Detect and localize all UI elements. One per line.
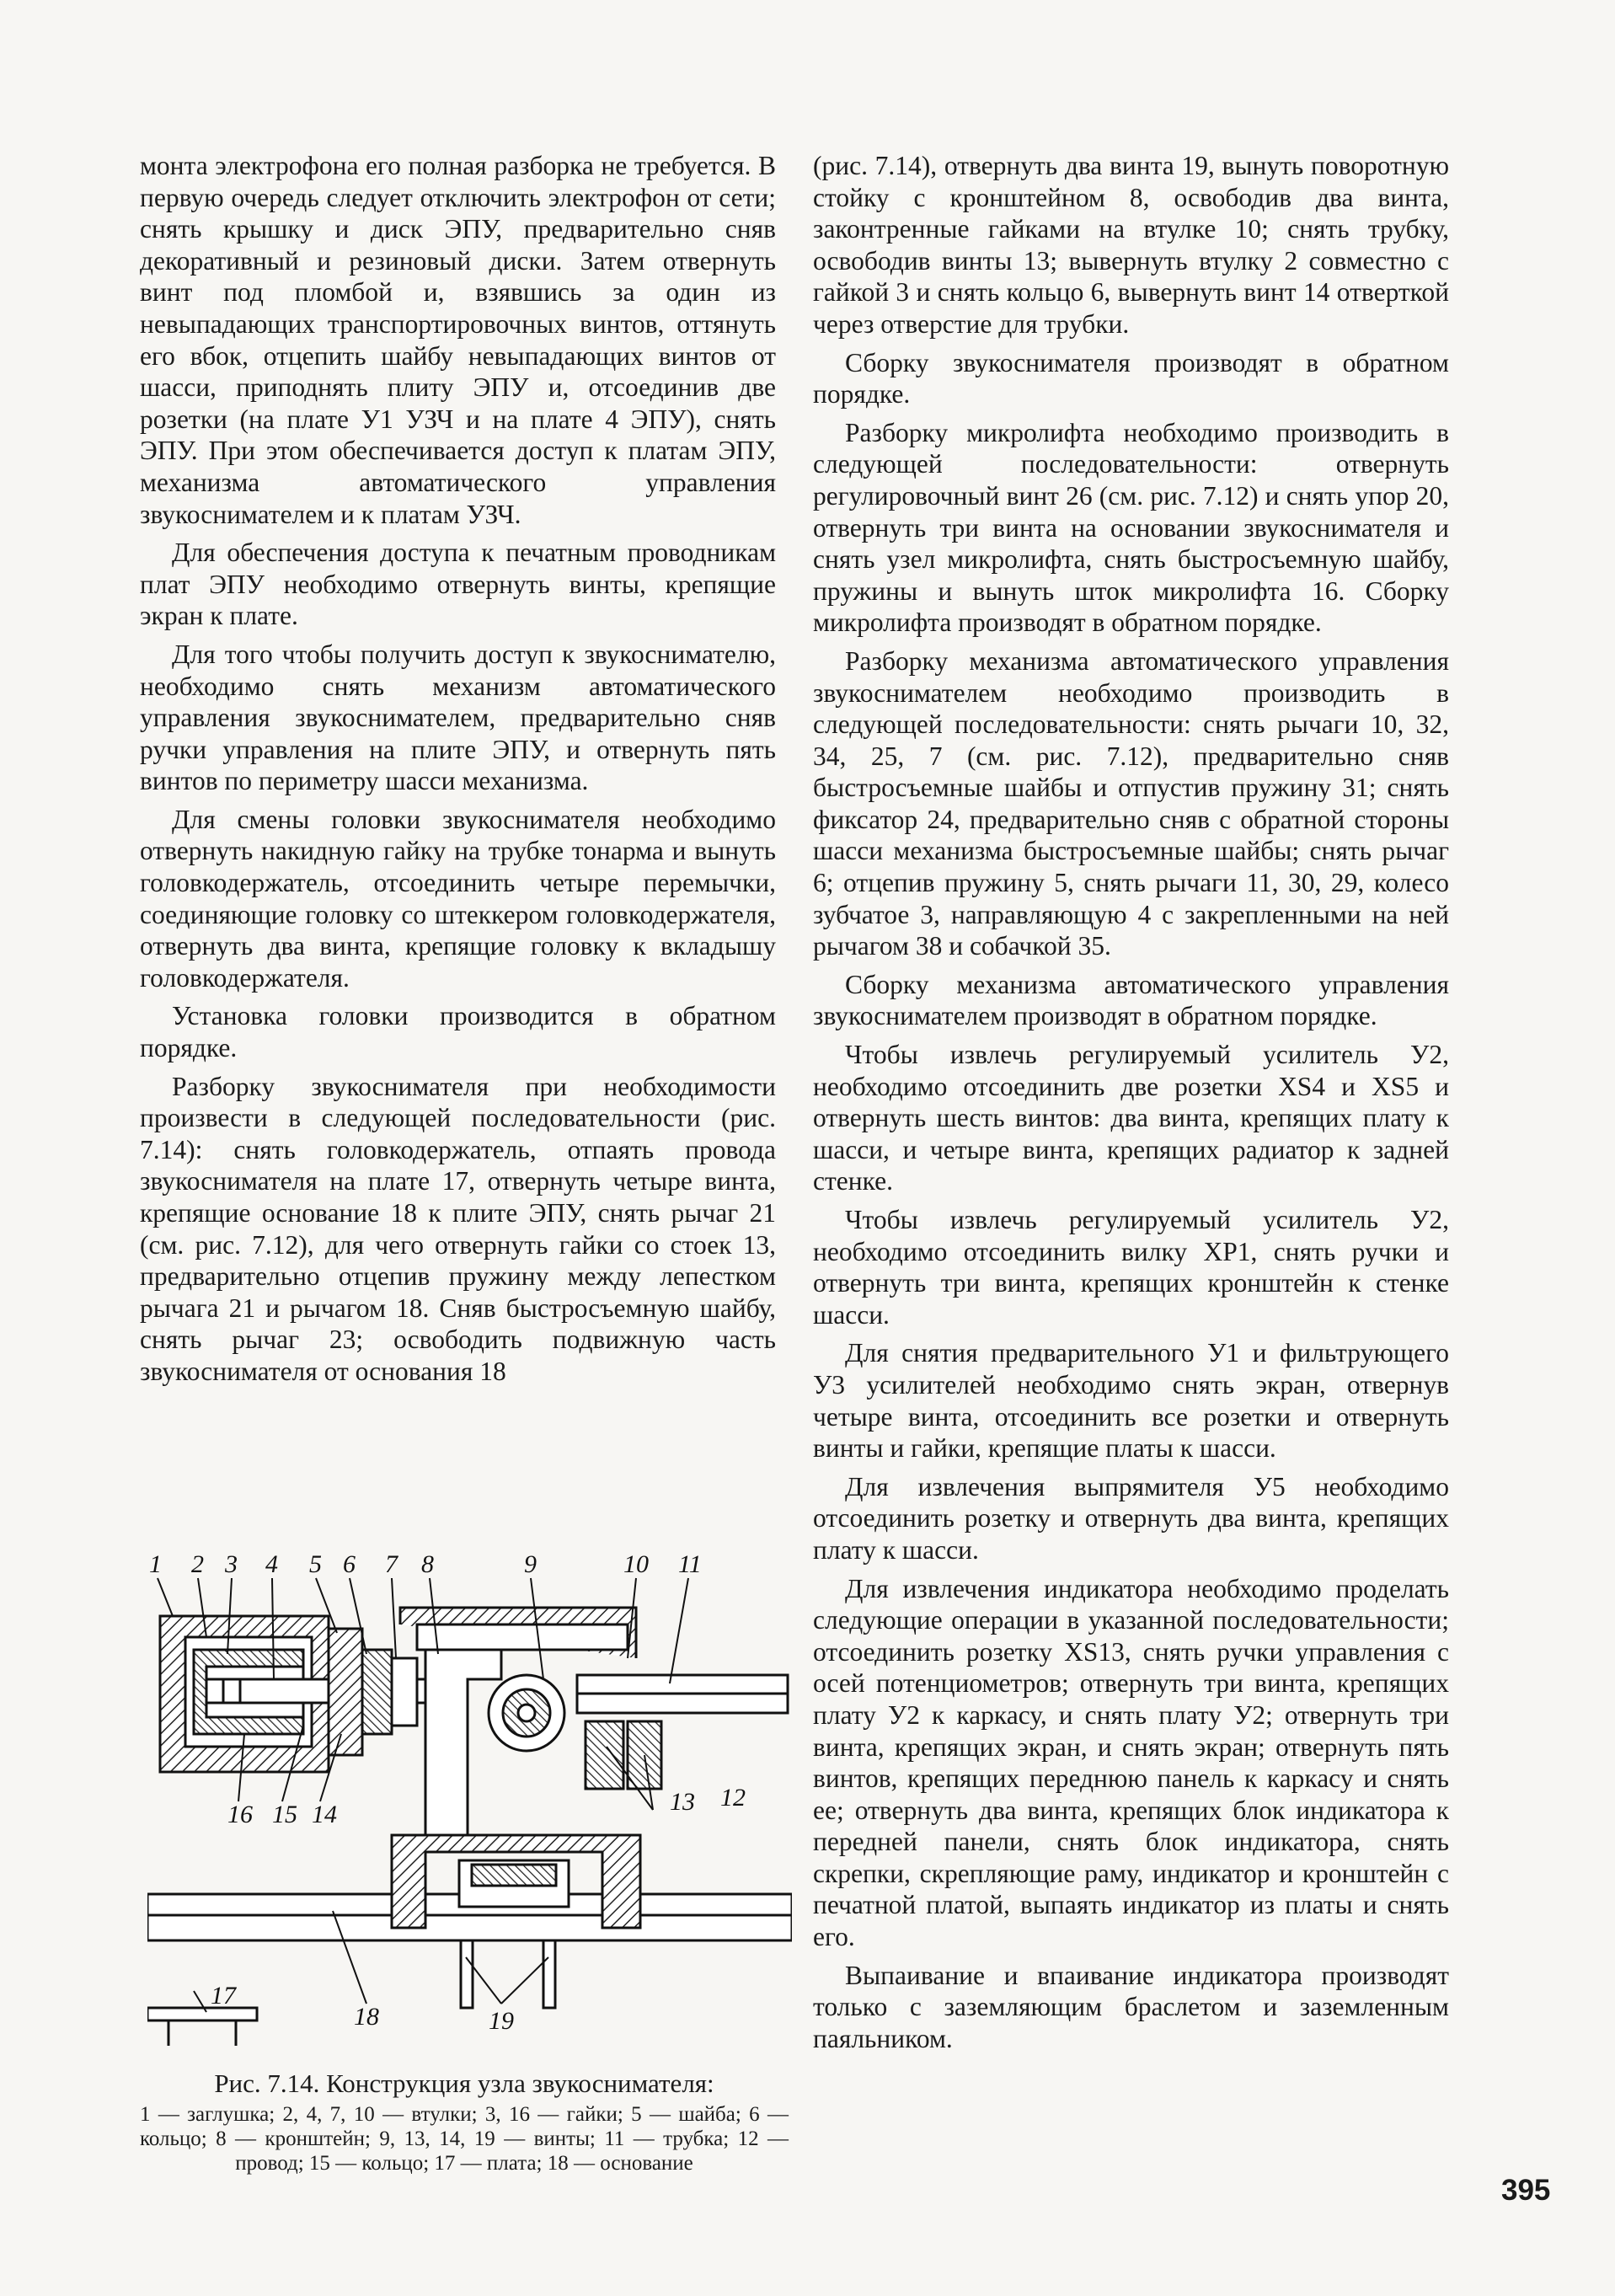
callout-1: 1: [149, 1550, 162, 1578]
paragraph: Чтобы извлечь регулируемый усилитель У2, необходимо отсоединить вилку XP1, снять ручки и отвернуть три винта, крепящих кронштейн к стенке шасси.: [813, 1205, 1449, 1330]
caption-title: Рис. 7.14. Конструкция узла звукоснимателя:: [214, 2069, 714, 2098]
paragraph: Сборку механизма автоматического управления звукоснимателем производят в обратном порядке.: [813, 969, 1449, 1031]
paragraph: Для извлечения индикатора необходимо проделать следующие операции в указанной последовательности; отсоединить розетку XS13, снять ручки управления с осей потенциометров; отвернуть три винта, крепящих плату У2 к каркасу, и снять плату У2; отвернуть три винта, крепящих экран, и снять экран; отвернуть пять винтов, крепящих переднюю панель к каркасу и снять ее; отвернуть два винта, крепящих блок индикатора к передней панели, снять блок индикатора, снять скрепки, скрепляющие раму, индикатор и кронштейн с печатной платой, выпаять индикатор из платы и снять его.: [813, 1573, 1449, 1952]
callout-7: 7: [385, 1550, 398, 1578]
paragraph: Для смены головки звукоснимателя необходимо отвернуть накидную гайку на трубке тонарма и вынуть головкодержатель, отсоединить четыре перемычки, соединяющие головку со штеккером головкодержателя, отвернуть два винта, крепящие головку к вкладышу головкодержателя.: [140, 804, 776, 993]
paragraph: Сборку звукоснимателя производят в обратном порядке.: [813, 347, 1449, 409]
paragraph: Чтобы извлечь регулируемый усилитель У2, необходимо отсоединить две розетки XS4 и XS5 и отвернуть шесть винтов: два винта, крепящих плату к шасси, и четыре винта, крепящих радиатор к задней стенке.: [813, 1040, 1449, 1196]
callout-8: 8: [421, 1550, 434, 1578]
callout-11: 11: [678, 1550, 702, 1578]
callout-3: 3: [225, 1550, 238, 1578]
pickup-assembly-drawing: [147, 1532, 792, 2054]
page-number: 395: [1501, 2174, 1551, 2207]
right-column: [813, 150, 1449, 2061]
paragraph: Для того чтобы получить доступ к звукоснимателю, необходимо снять механизм автоматического управления звукоснимателем, предварительно сняв ручки управления на плите ЭПУ, и отвернуть пять винтов по периметру шасси механизма.: [140, 639, 776, 796]
callout-6: 6: [343, 1550, 356, 1578]
paragraph: Для извлечения выпрямителя У5 необходимо отсоединить розетку и отвернуть два винта, крепящих плату к шасси.: [813, 1471, 1449, 1565]
callout-17: 17: [211, 1982, 236, 2010]
paragraph: монта электрофона его полная разборка не требуется. В первую очередь следует отключить электрофон от сети; снять крышку и диск ЭПУ, предварительно сняв декоративный и резиновый диски. Затем отвернуть винт под пломбой и, взявшись за один из невыпадающих транспортировочных винтов, оттянуть его вбок, отцепить шайбу невыпадающих винтов от шасси, приподнять плиту ЭПУ и, отсоединив две розетки (на плате У1 УЗЧ и на плате 4 ЭПУ), снять ЭПУ. При этом обеспечивается доступ к платам ЭПУ, механизма автоматического управления звукоснимателем и к платам УЗЧ.: [140, 151, 776, 529]
caption-legend: 1 — заглушка; 2, 4, 7, 10 — втулки; 3, 16 — гайки; 5 — шайба; 6 — кольцо; 8 — кронштейн; 9, 13, 14, 19 — винты; 11 — трубка; 12 — провод; 15 — кольцо; 17 — плата; 18 — основание: [140, 2103, 789, 2175]
callout-2: 2: [191, 1550, 204, 1578]
callout-4: 4: [265, 1550, 278, 1578]
callout-12: 12: [720, 1784, 746, 1812]
callout-19: 19: [489, 2007, 514, 2035]
paragraph: Для обеспечения доступа к печатным проводникам плат ЭПУ необходимо отвернуть винты, крепящие экран к плате.: [140, 538, 776, 631]
paragraph: (рис. 7.14), отвернуть два винта 19, вынуть поворотную стойку с кронштейном 8, освободив два винта, законтренные гайками на втулке 10; снять трубку, освободив винты 13; вывернуть втулку 2 совместно с гайкой 3 и снять кольцо 6, вывернуть винт 14 отверткой через отверстие для трубки.: [813, 151, 1449, 339]
callout-18: 18: [354, 2003, 379, 2031]
paragraph: Установка головки производится в обратном порядке.: [140, 1001, 776, 1063]
callout-9: 9: [524, 1550, 537, 1578]
left-column: [140, 150, 776, 1394]
callout-16: 16: [227, 1801, 253, 1828]
callout-5: 5: [309, 1550, 322, 1578]
paragraph: Разборку микролифта необходимо производить в следующей последовательности: отвернуть регулировочный винт 26 (см. рис. 7.12) и снять упор 20, отвернуть три винта на основании звукоснимателя и снять узел микролифта, снять быстросъемную шайбу, пружины и вынуть шток микролифта 16. Сборку микролифта производят в обратном порядке.: [813, 417, 1449, 638]
callout-15: 15: [272, 1801, 297, 1828]
paragraph: Выпаивание и впаивание индикатора производят только с заземляющим браслетом и заземленным паяльником.: [813, 1960, 1449, 2053]
paragraph: Разборку механизма автоматического управления звукоснимателем необходимо производить в следующей последовательности: снять рычаги 10, 32, 34, 25, 7 (см. рис. 7.12), предварительно сняв быстросъемные шайбы и отпустив пружину 31; снять фиксатор 24, предварительно сняв с обратной стороны шасси механизма быстросъемные шайбы; снять рычаг 6; отцепив пружину 5, снять рычаги 11, 30, 29, колесо зубчатое 3, направляющую 4 с закрепленными на ней рычагом 38 и собачкой 35.: [813, 645, 1449, 961]
callout-10: 10: [623, 1550, 649, 1578]
figure-caption: [140, 2069, 789, 2176]
paragraph: Разборку звукоснимателя при необходимости произвести в следующей последовательности (рис. 7.14): снять головкодержатель, отпаять провода звукоснимателя на плате 17, отвернуть четыре винта, крепящие основание 18 к плите ЭПУ, снять рычаг 21 (см. рис. 7.12), для чего отвернуть гайки со стоек 13, предварительно отцепив пружину между лепестком рычага 21 и рычагом 18. Сняв быстросъемную шайбу, снять рычаг 23; освободить подвижную часть звукоснимателя от основания 18: [140, 1071, 776, 1386]
callout-13: 13: [670, 1788, 695, 1816]
callout-14: 14: [312, 1801, 337, 1828]
paragraph: Для снятия предварительного У1 и фильтрующего У3 усилителей необходимо снять экран, отвернув четыре винта, отсоединить все розетки и отвернуть винты и гайки, крепящие платы к шасси.: [813, 1338, 1449, 1464]
